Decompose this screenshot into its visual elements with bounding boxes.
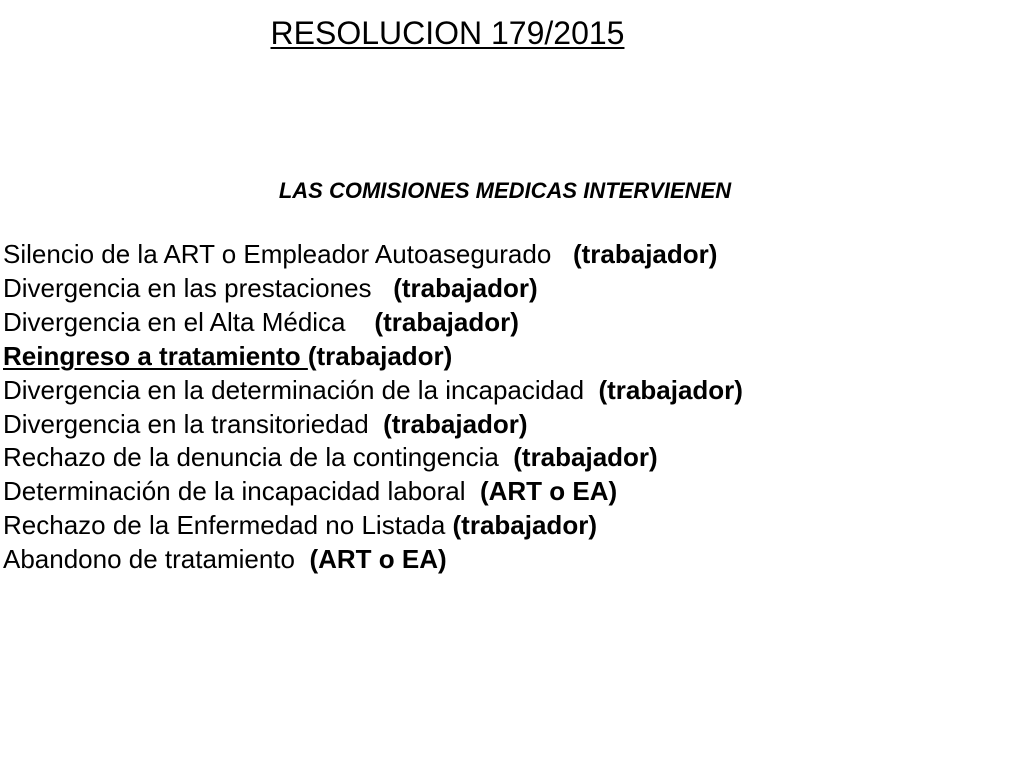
item-text: Abandono de tratamiento xyxy=(3,544,310,575)
list-item xyxy=(3,374,743,408)
item-text: Rechazo de la denuncia de la contingencia xyxy=(3,442,514,473)
item-party: (ART o EA) xyxy=(309,544,447,575)
item-party: (ART o EA) xyxy=(479,476,618,507)
item-text: Silencio de la ART o Empleador Autoasegurado xyxy=(3,239,573,269)
item-text: Rechazo de la Enfermedad no Listada xyxy=(3,510,453,541)
list-item xyxy=(3,475,743,509)
item-text: Divergencia en la determinación de la incapacidad xyxy=(3,374,599,405)
item-text: Reingreso a tratamiento xyxy=(3,340,308,371)
item-party: (trabajador) xyxy=(374,306,519,337)
item-text: Divergencia en las prestaciones xyxy=(3,272,394,303)
item-text: Divergencia en el Alta Médica xyxy=(3,306,375,337)
list-item xyxy=(3,441,743,475)
item-party: (trabajador) xyxy=(393,272,538,303)
list-item xyxy=(3,238,743,272)
slide-subtitle: LAS COMISIONES MEDICAS INTERVIENEN xyxy=(278,178,732,203)
item-party: (trabajador) xyxy=(452,510,597,541)
item-text: Determinación de la incapacidad laboral xyxy=(3,476,480,507)
list-item xyxy=(3,340,743,374)
item-party: (trabajador) xyxy=(572,239,718,269)
list-item xyxy=(3,408,743,442)
item-party: (trabajador) xyxy=(307,340,453,371)
list-item xyxy=(3,306,743,340)
item-party: (trabajador) xyxy=(513,442,658,473)
intervention-list xyxy=(3,238,743,577)
item-text: Divergencia en la transitoriedad xyxy=(3,408,384,439)
slide-title: RESOLUCION 179/2015 xyxy=(270,15,625,51)
item-party: (trabajador) xyxy=(598,374,743,405)
list-item xyxy=(3,543,743,577)
item-party: (trabajador) xyxy=(383,408,528,439)
list-item xyxy=(3,509,743,543)
list-item xyxy=(3,272,743,306)
